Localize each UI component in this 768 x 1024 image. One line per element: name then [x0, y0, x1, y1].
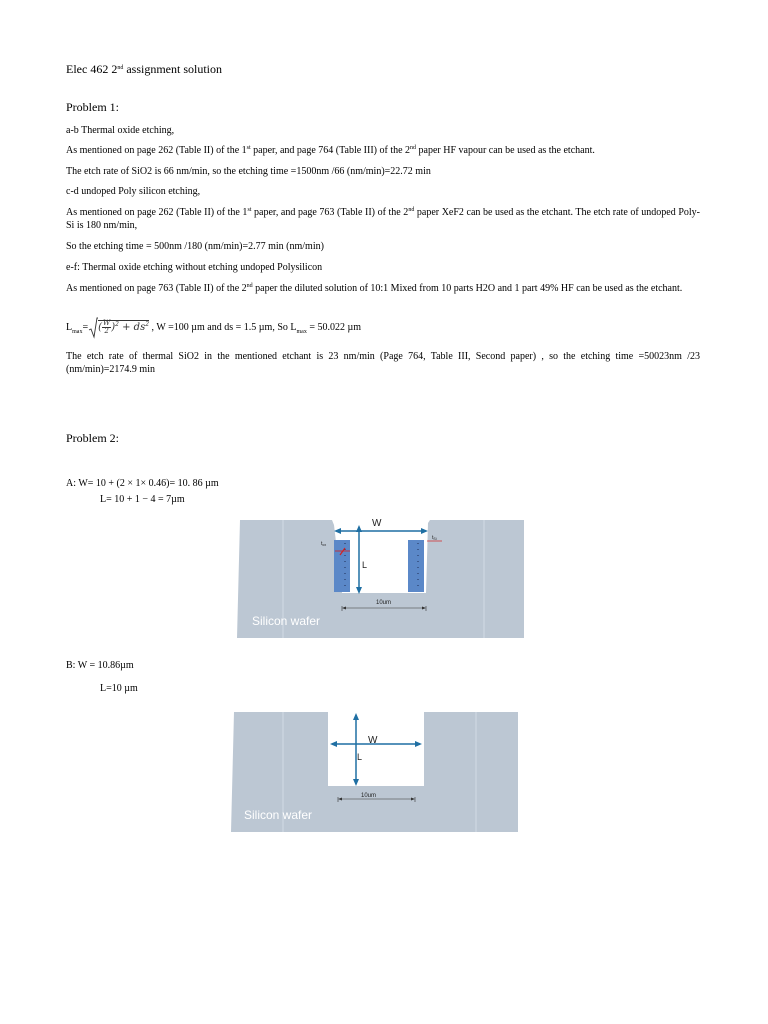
cd-label: c-d undoped Poly silicon etching, — [66, 186, 201, 197]
ab-label: a-b Thermal oxide etching, — [66, 125, 175, 136]
width-10um-label: 10um — [361, 793, 377, 799]
problem2-heading: Problem 2: — [66, 431, 119, 445]
figure-b-trench-diagram — [226, 708, 546, 848]
w-label: W — [372, 518, 382, 529]
right-oxide-layer — [408, 540, 424, 592]
silicon-wafer-label: Silicon wafer — [252, 614, 321, 628]
silicon-wafer-label: Silicon wafer — [244, 808, 313, 822]
part-b-width: B: W = 10.86µm — [66, 660, 134, 671]
figure-a-trench-diagram — [232, 513, 532, 643]
tox-label: $t_{ox}$ — [321, 541, 327, 547]
w-label: W — [368, 735, 378, 746]
final-paragraph: The etch rate of thermal SiO2 in the mentioned etchant is 23 nm/min (Page 764, Table III, Second paper) , so the etching time =50023nm /23 (nm/min)=2174.9 min — [66, 351, 700, 375]
cd-line3: So the etching time = 500nm /180 (nm/min)=2.77 min (nm/min) — [66, 241, 324, 252]
part-a-width: A: W= 10 + (2 × 1× 0.46)= 10. 86 µm — [66, 478, 219, 489]
part-a-length: L= 10 + 1 − 4 = 7µm — [100, 494, 185, 505]
sqrt-icon — [88, 317, 98, 339]
problem1-heading: Problem 1: — [66, 100, 119, 114]
l-label: L — [357, 752, 363, 762]
document-title: Elec 462 2nd assignment solution — [66, 62, 222, 76]
l-label: L — [362, 560, 368, 570]
ab-line2: The etch rate of SiO2 is 66 nm/min, so the etching time =1500nm /66 (nm/min)=22.72 min — [66, 166, 431, 177]
width-10um-label: 10um — [376, 600, 392, 606]
ef-label: e-f: Thermal oxide etching without etching undoped Polysilicon — [66, 262, 323, 273]
ef-paragraph: As mentioned on page 763 (Table II) of the 2nd paper the diluted solution of 10:1 Mixed from 10 parts H2O and 1 part 49% HF can be used as the etchant. — [66, 283, 683, 294]
lmax-formula: $L_{max}=$ ( $\frac{W}{2}$ )$^2 + ds^2$ , W =100 µm and ds = 1.5 µm, So $L_{max} = 50.022$ µm — [66, 316, 361, 340]
part-b-length: L=10 µm — [100, 683, 138, 694]
cd-paragraph: As mentioned on page 262 (Table II) of the 1st paper, and page 763 (Table II) of the 2nd paper XeF2 can be used as the etchant. The etch rate of undoped Poly-Si is 180 nm/min, — [66, 207, 700, 231]
ab-line1: As mentioned on page 262 (Table II) of the 1st paper, and page 764 (Table III) of the 2nd paper HF vapour can be used as the etchant. — [66, 145, 595, 156]
left-oxide-layer — [334, 540, 350, 592]
tsi-label: $t_{Si}$ — [432, 535, 437, 541]
